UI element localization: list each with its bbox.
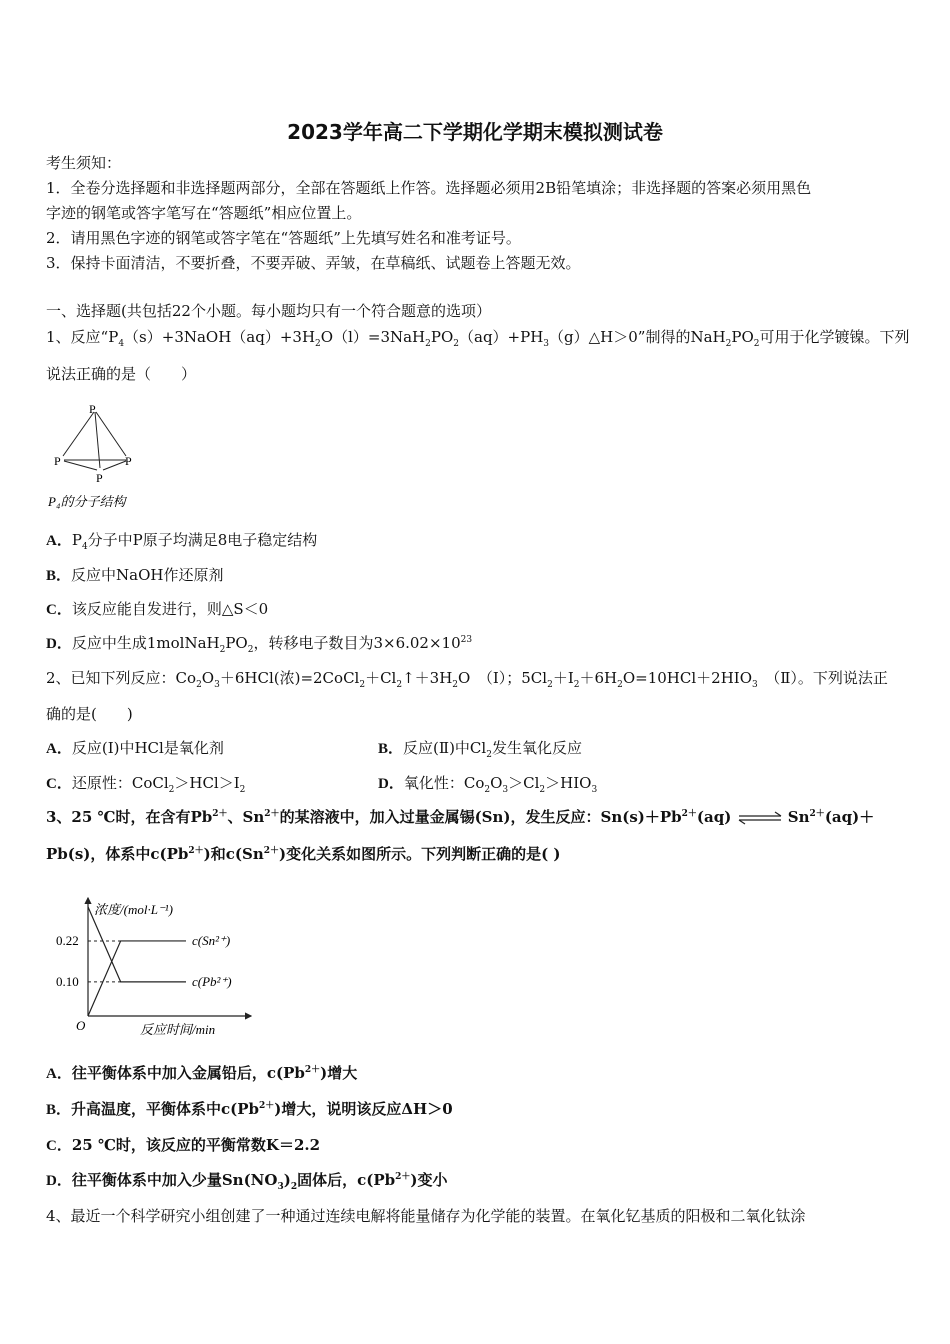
q2-option-a: A．反应(Ⅰ)中HCl是氧化剂 (46, 739, 224, 757)
x-axis-label: 反应时间/min (140, 1022, 216, 1037)
question-3-stem-line2: Pb(s)，体系中$c(Pb^{2+})$和$c(Sn^{2+})$变化关系如图所示。下列判断正确的是( ) (46, 845, 561, 863)
q1-option-d: D．反应中生成$1molNaH_2PO_2$，转移电子数目为$3\times 6.02\times 10^{23}$ (46, 634, 473, 655)
question-1-stem: 1、反应“$P_4(s)+3NaOH(aq)+3H_2O(l)=3NaH_2PO_2(aq)+PH_3(g)\triangle H>0$”制得的$NaH_2PO_2$可用于化学镀镍。下列 (46, 328, 910, 349)
q1-option-a: A．$P_4$分子中P原子均满足8电子稳定结构 (46, 531, 318, 552)
q2-option-d: D．氧化性：$Co_2O_3>Cl_2>HIO_3$ (378, 774, 598, 795)
y-tick-label: 0.10 (56, 973, 79, 989)
series-line-1 (88, 907, 186, 982)
question-1-stem-line2: 说法正确的是（ ） (46, 365, 197, 383)
series-label-sn: c(Sn²⁺) (192, 932, 231, 948)
question-2-stem: 2、已知下列反应：$Co_2O_3+6HCl$(浓)$=2CoCl_2+Cl_2↑+3H_2O$ （Ⅰ）；$5Cl_2+I_2+6H_2O=10HCl+2HIO_3$ （Ⅱ）。下列说法正 (46, 669, 888, 690)
q3-option-c: C．25 ℃时，该反应的平衡常数K＝2.2 (46, 1136, 321, 1154)
y-tick-label: 0.22 (56, 932, 79, 948)
q1-option-b: B．反应中NaOH作还原剂 (46, 566, 224, 584)
atom-p-bottom: P (96, 471, 103, 485)
figure-caption: P₄的分子结构 (48, 494, 126, 509)
y-axis-label: 浓度/(mol·L⁻¹) (94, 902, 174, 917)
question-4-stem: 4、最近一个科学研究小组创建了一种通过连续电解将能量储存为化学能的装置。在氧化钇基质的阳极和二氧化钛涂 (46, 1207, 806, 1225)
series-line-0 (88, 941, 186, 1016)
q3-option-b: B．升高温度，平衡体系中$c(Pb^{2+})$增大，说明该反应ΔH＞0 (46, 1100, 453, 1118)
question-2-stem-line2: 确的是( ) (46, 705, 133, 723)
q2-option-b: B．反应(Ⅱ)中$Cl_2$发生氧化反应 (378, 739, 582, 760)
atom-p-top: P (89, 402, 96, 416)
series-label-pb: c(Pb²⁺) (192, 973, 232, 989)
q2-option-c: C．还原性：$CoCl_2>HCl>I_2$ (46, 774, 246, 795)
q1-option-c: C．该反应能自发进行，则△S＜0 (46, 600, 269, 618)
notice-item: 3．保持卡面清洁，不要折叠，不要弄破、弄皱，在草稿纸、试题卷上答题无效。 (46, 254, 581, 272)
q3-option-a: A．往平衡体系中加入金属铅后，$c(Pb^{2+})$增大 (46, 1064, 358, 1082)
notice-item: 字迹的钢笔或答字笔写在“答题纸”相应位置上。 (46, 204, 362, 222)
atom-p-left: P (54, 454, 61, 468)
notice-item: 1．全卷分选择题和非选择题两部分，全部在答题纸上作答。选择题必须用2B铅笔填涂；非选择题的答案必须用黑色 (46, 179, 812, 197)
equilibrium-arrow-icon (737, 811, 783, 825)
notice-heading: 考生须知： (46, 154, 122, 172)
atom-p-right: P (125, 454, 132, 468)
concentration-chart (46, 890, 266, 1040)
question-3-stem: 3、25 ℃时，在含有$Pb^{2+}$、$Sn^{2+}$的某溶液中，加入过量金属锡(Sn)，发生反应：$Sn(s)+Pb^{2+}(aq)$ $Sn^{2+}(aq)+$ (46, 808, 875, 826)
origin-label: O (76, 1018, 86, 1033)
page-title: 2023学年高二下学期化学期末模拟测试卷 (287, 120, 663, 144)
section-heading: 一、选择题(共包括22个小题。每小题均只有一个符合题意的选项） (46, 302, 491, 320)
q3-option-d: D．往平衡体系中加入少量$Sn(NO_3)_2$固体后，$c(Pb^{2+})$变小 (46, 1171, 448, 1192)
p4-molecule-figure (46, 398, 156, 516)
notice-item: 2．请用黑色字迹的钢笔或答字笔在“答题纸”上先填写姓名和准考证号。 (46, 229, 521, 247)
